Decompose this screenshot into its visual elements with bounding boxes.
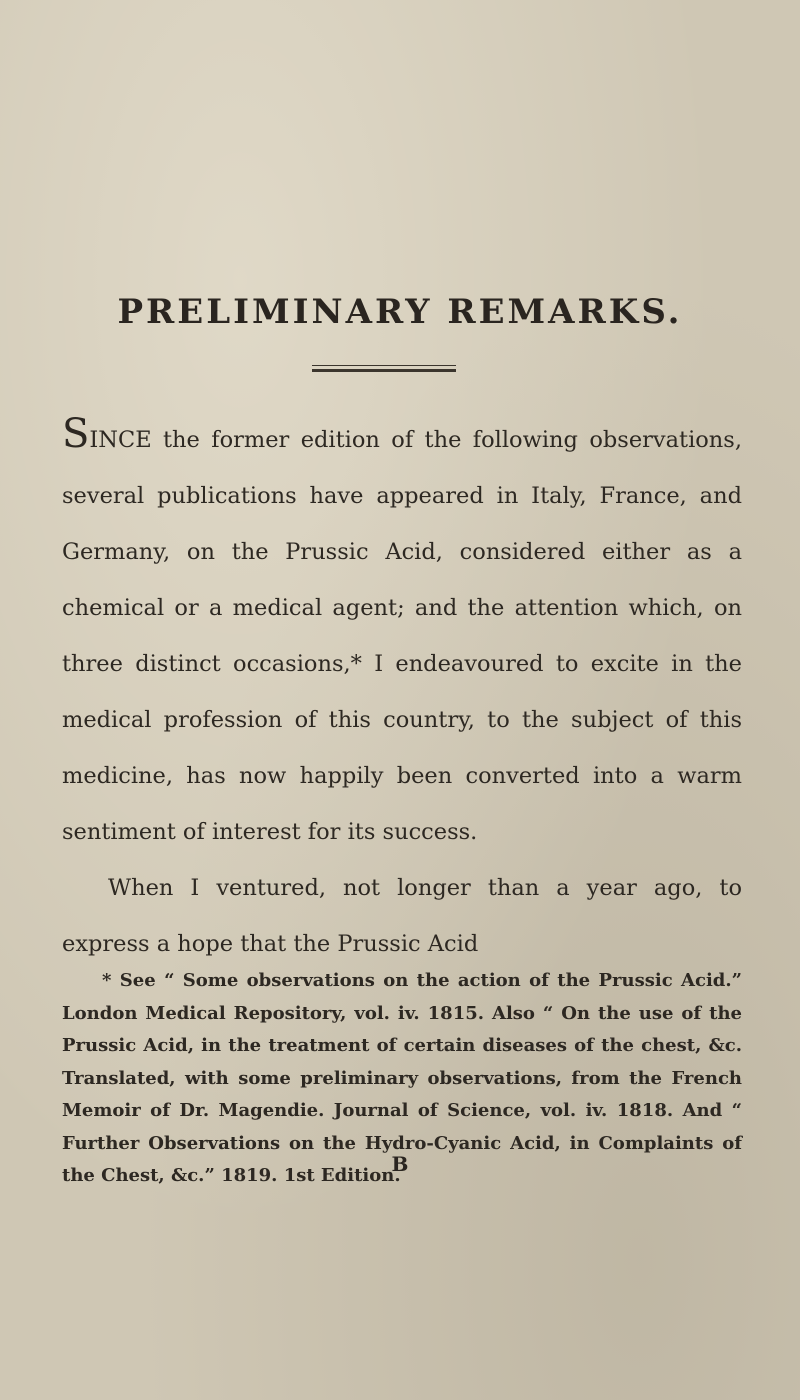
title-rule-thin	[312, 365, 456, 366]
first-word-rest: INCE	[89, 427, 152, 453]
page-title: PRELIMINARY REMARKS.	[117, 292, 683, 332]
paragraph-1-text: the former edition of the following observations, several publications have appeared in Italy, France, and Germany, on the Prussic Acid, considered either as a chemical or a medical agent; and the attention which, on three distinct occasions,* I endeavoured to excite in the medical profession of this country, to the subject of this medicine, has now happily been converted into a warm sentiment of interest for its success.	[62, 427, 742, 845]
paragraph-2: When I ventured, not longer than a year ago, to express a hope that the Prussic Acid	[62, 875, 742, 957]
title-rule-thick	[312, 369, 456, 372]
body-text	[62, 412, 742, 972]
signature-mark: B	[391, 1152, 409, 1176]
drop-initial: S	[62, 411, 90, 457]
footnote-text: * See “ Some observations on the action of the Prussic Acid.” London Medical Repository, vol. iv. 1815. Also “ On the use of the Prussic Acid, in the treatment of certain diseases of the chest, &c. Translated, with some preliminary observations, from the French Memoir of Dr. Magendie. Journal of Science, vol. iv. 1818. And “ Further Observations on the Hydro-Cyanic Acid, in Complaints of the Chest, &c.” 1819. 1st Edition.	[62, 970, 742, 1186]
paragraph-1	[62, 412, 742, 860]
